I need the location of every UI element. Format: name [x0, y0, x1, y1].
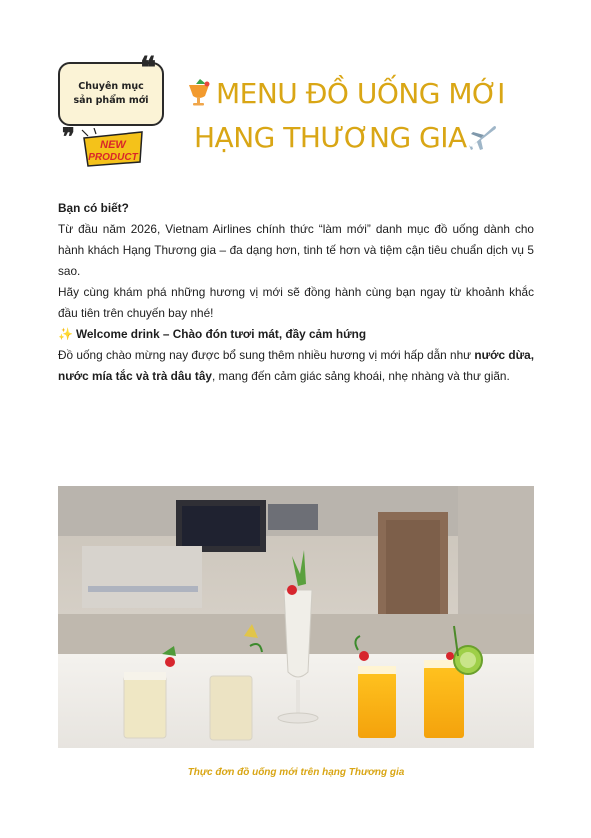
- airplane-icon: [467, 123, 497, 151]
- sparkle-icon: ✨: [58, 327, 73, 341]
- welcome-drink-paragraph: [58, 345, 534, 387]
- article-body: [58, 198, 534, 387]
- sticker-text-new: NEW: [100, 139, 126, 151]
- section-heading-row: [58, 324, 534, 345]
- title-line-2: HẠNG THƯƠNG GIA: [194, 121, 467, 154]
- para3-start: Đồ uống chào mừng nay được bổ sung thêm nhiều hương vị mới hấp dẫn như: [58, 348, 475, 362]
- cocktail-icon: [186, 79, 212, 107]
- quote-mark-icon: ❝: [62, 112, 75, 141]
- sticker-text-product: PRODUCT: [88, 152, 138, 163]
- para3-highlight: nước dừa, nước mía tắc và trà dâu tây: [58, 348, 534, 383]
- photo-caption: Thực đơn đồ uống mới trên hạng Thương gia: [187, 767, 405, 778]
- page-title: [186, 72, 566, 160]
- badge-line-2: sản phẩm mới: [73, 95, 149, 106]
- intro-paragraph: Từ đầu năm 2026, Vietnam Airlines chính thức “làm mới” danh mục đồ uống dành cho hành khách Hạng Thương gia – đa dạng hơn, tinh tế hơn và tiệm cận tiêu chuẩn dịch vụ 5 sao.: [58, 222, 534, 278]
- title-line-1: MENU ĐỒ UỐNG MỚI: [216, 77, 505, 110]
- section-heading: Welcome drink – Chào đón tươi mát, đầy cảm hứng: [75, 327, 367, 341]
- para3-end: , mang đến cảm giác sảng khoái, nhẹ nhàng và thư giãn.: [211, 369, 510, 383]
- badge-line-1: Chuyên mục: [78, 81, 144, 92]
- quote-mark-icon: ❝: [140, 51, 157, 86]
- intro-heading: Bạn có biết?: [58, 201, 129, 215]
- drinks-photo: [58, 486, 534, 748]
- new-product-sticker: [80, 128, 146, 170]
- invite-paragraph: Hãy cùng khám phá những hương vị mới sẽ đồng hành cùng bạn ngay từ khoảnh khắc đầu tiên trên chuyến bay nhé!: [58, 285, 534, 320]
